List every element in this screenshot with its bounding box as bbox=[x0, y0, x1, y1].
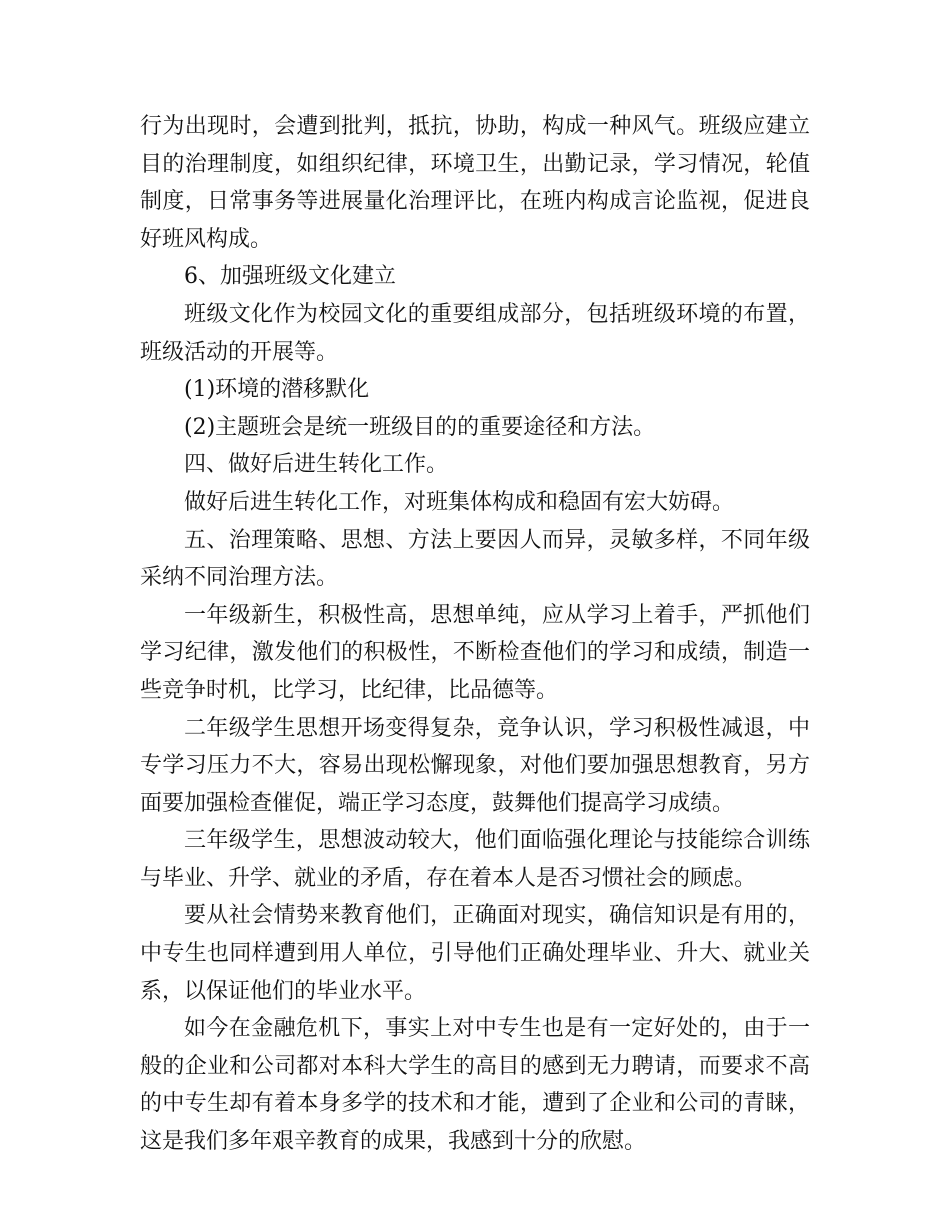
paragraph-1: 行为出现时，会遭到批判，抵抗，协助，构成一种风气。班级应建立目的治理制度，如组织纪律，环境卫生，出勤记录，学习情况，轮值制度，日常事务等进展量化治理评比，在班内构成言论监视，促进良好班风构成。 bbox=[140, 114, 810, 252]
paragraph-grade-3: 三年级学生，思想波动较大，他们面临强化理论与技能综合训练与毕业、升学、就业的矛盾，存在着本人是否习惯社会的顾虑。 bbox=[140, 828, 810, 891]
document-body bbox=[140, 108, 810, 1161]
paragraph-underachievers: 做好后进生转化工作，对班集体构成和稳固有宏大妨碍。 bbox=[184, 489, 735, 515]
paragraph-grade-2: 二年级学生思想开场变得复杂，竞争认识，学习积极性减退，中专学习压力不大，容易出现松懈现象，对他们要加强思想教育，另方面要加强检查催促，端正学习态度，鼓舞他们提高学习成绩。 bbox=[140, 715, 810, 816]
paragraph-financial-crisis: 如今在金融危机下，事实上对中专生也是有一定好处的，由于一般的企业和公司都对本科大学生的高目的感到无力聘请，而要求不高的中专生却有着本身多学的技术和才能，遭到了企业和公司的青睐，这是我们多年艰辛教育的成果，我感到十分的欣慰。 bbox=[140, 1016, 810, 1155]
paragraph-class-culture: 班级文化作为校园文化的重要组成部分，包括班级环境的布置，班级活动的开展等。 bbox=[140, 301, 810, 365]
list-item-2: (2)主题班会是统一班级目的的重要途径和方法。 bbox=[184, 414, 656, 440]
heading-5-strategy: 五、治理策略、思想、方法上要因人而异，灵敏多样，不同年级采纳不同治理方法。 bbox=[140, 527, 810, 591]
paragraph-grade-1: 一年级新生，积极性高，思想单纯，应从学习上着手，严抓他们学习纪律，激发他们的积极性，不断检查他们的学习和成绩，制造一些竞争时机，比学习，比纪律，比品德等。 bbox=[140, 602, 810, 703]
paragraph-social-situation: 要从社会情势来教育他们，正确面对现实，确信知识是有用的，中专生也同样遭到用人单位，引导他们正确处理毕业、升大、就业关系，以保证他们的毕业水平。 bbox=[140, 903, 810, 1004]
heading-4-underachievers: 四、做好后进生转化工作。 bbox=[184, 452, 449, 478]
list-item-1: (1)环境的潜移默化 bbox=[184, 377, 370, 403]
heading-6-class-culture: 6、加强班级文化建立 bbox=[184, 264, 396, 290]
